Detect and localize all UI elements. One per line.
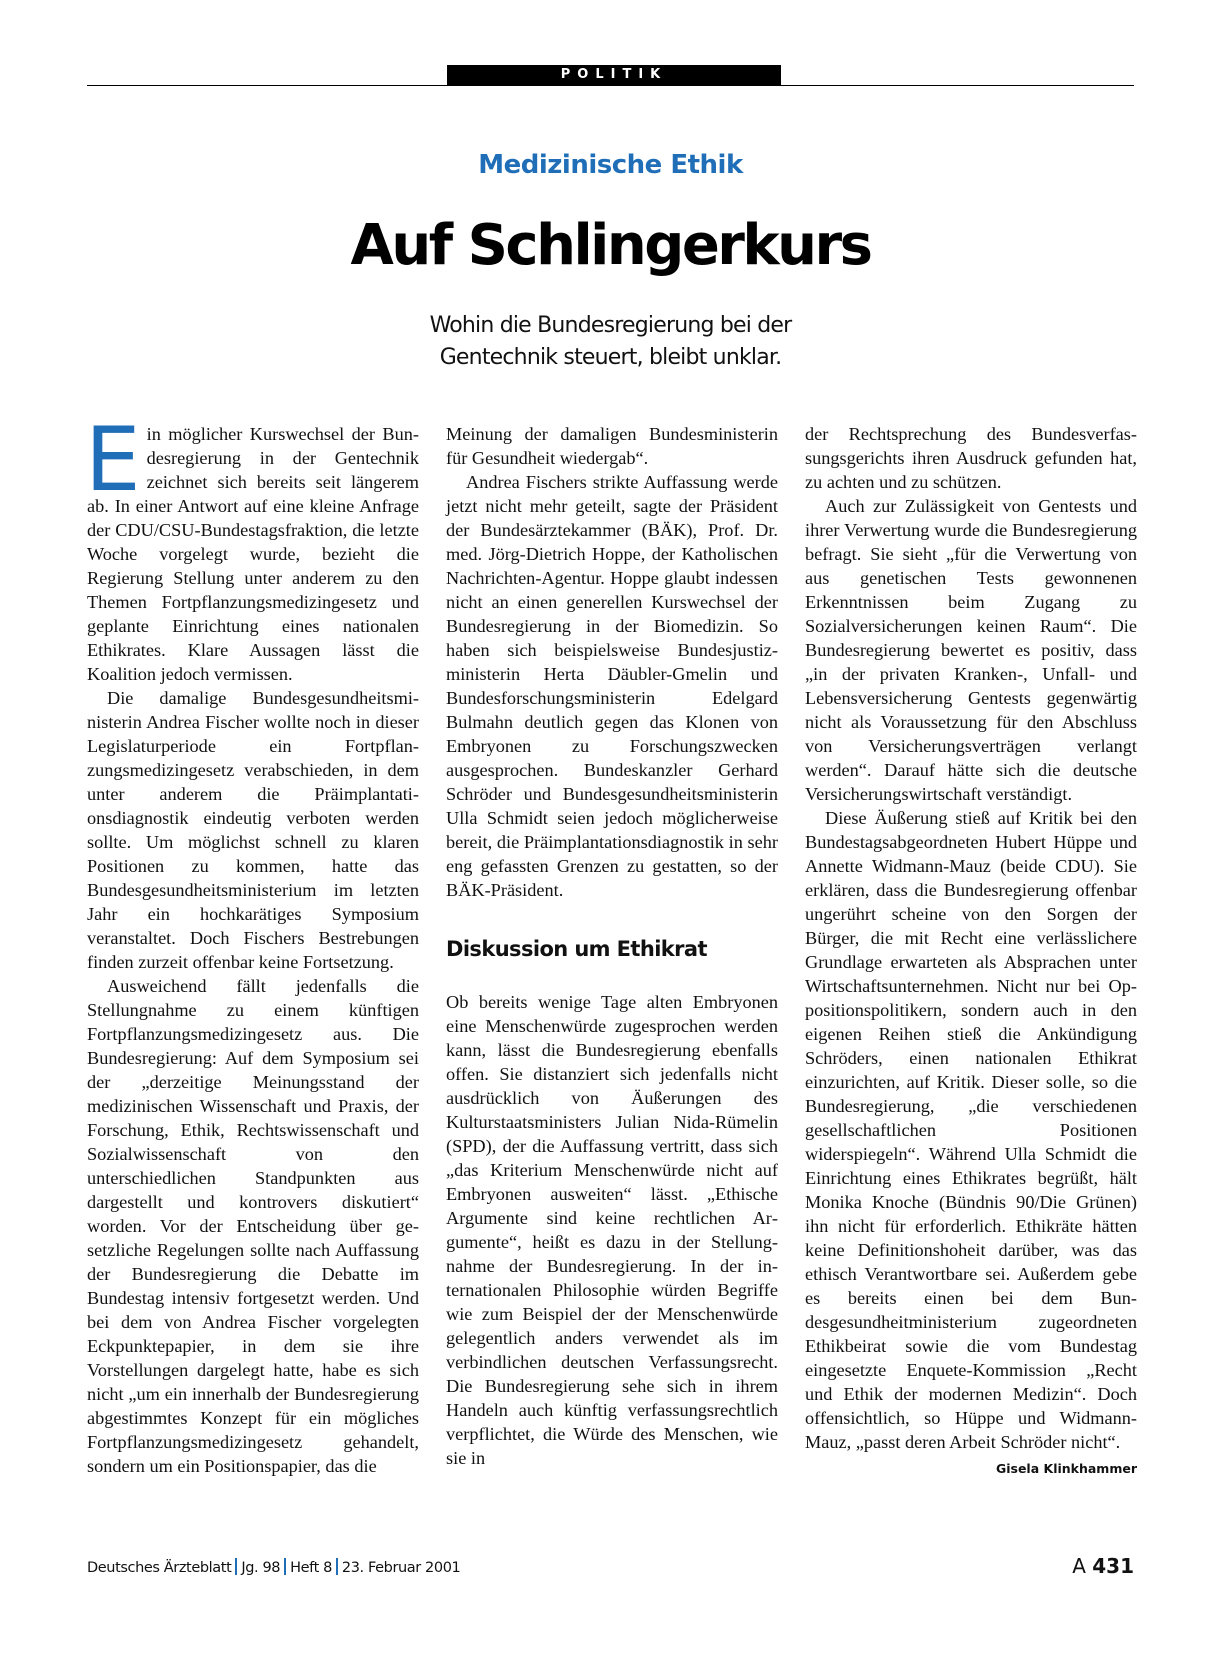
paragraph-4: Andrea Fischers strikte Auffassung werde jetzt nicht mehr geteilt, sagte der Präsident der Bundesärztekammer (BÄK), Prof. Dr. med. Jörg-Dietrich Hoppe, der Katholischen Nachrichten-Agentur. Hoppe glaubt indessen nicht an einen generellen Kurswechsel der Bundesregierung in der Biomedizin. So haben sich beispielsweise Bundesjustizministerin Herta Däubler-Gmelin und Bundesforschungsministerin Edelgard Bulmahn deutlich gegen das Klonen von Embryonen zu Forschungszwecken ausgesprochen. Bundeskanzler Gerhard Schröder und Bundesgesundheitsministerin Ulla Schmidt seien jedoch möglicherweise bereit, die Präimplantationsdiagnostik in sehr eng gefassten Grenzen zu gestatten, so der BÄK-Präsident. — [446, 472, 778, 900]
paragraph-7 — [805, 806, 1137, 1476]
page-prefix: A — [1072, 1554, 1086, 1578]
publication-name: Deutsches Ärzteblatt — [87, 1560, 232, 1576]
issue: Heft 8 — [290, 1560, 332, 1576]
article-column-2 — [446, 422, 778, 1470]
paragraph-2: Die damalige Bundesgesundheitsministerin Andrea Fischer wollte noch in dieser Legislaturperiode ein Fortpflanzungsmedizingesetz verabschieden, in dem unter anderem die Präimplantationsdiagnostik eindeutig verboten werden sollte. Um möglichst schnell zu klaren Positionen zu kommen, hatte das Bundesgesundheitsministerium im letzten Jahr ein hochkarätiges Symposium veranstaltet. Doch Fischers Bestrebungen finden zurzeit offenbar keine Fortsetzung. — [87, 688, 419, 972]
footer-separator — [284, 1558, 286, 1575]
article-subtitle — [0, 310, 1221, 374]
page-number — [1072, 1554, 1134, 1578]
subtitle-line-1: Wohin die Bundesregierung bei der — [429, 313, 792, 338]
paragraph-6: Auch zur Zulässigkeit von Gentests und ihrer Verwertung wurde die Bundesregierung befragt. Sie sieht „für die Verwertung von aus genetischen Tests gewonnenen Erkenntnissen beim Zugang zu Sozialversicherungen keinen Raum“. Die Bundesregierung bewertet es positiv, dass „in der privaten Kranken-, Unfall- und Lebensversicherung Gentests gegenwärtig nicht als Voraussetzung für den Abschluss von Versicherungsverträgen verlangt werden“. Darauf hätte sich die deutsche Versicherungswirtschaft verständigt. — [805, 496, 1137, 804]
subtitle-line-2: Gentechnik steuert, bleibt unklar. — [439, 345, 782, 370]
paragraph-3-continued: Meinung der damaligen Bundesministerin für Gesundheit wiedergab“. — [446, 424, 778, 468]
paragraph-7-text: Diese Äußerung stieß auf Kritik bei den Bundestagsabgeordneten Hubert Hüppe und Annette Widmann-Mauz (beide CDU). Sie erklären, dass die Bundesregierung offenbar ungerührt scheine von den Sorgen der Bürger, die mit Recht eine verlässlichere Grundlage erwarteten als Absprachen unter Wirtschaftsunternehmen. Nicht nur bei Oppositionspolitikern, sondern auch in den eigenen Reihen stieß die Ankündigung Schröders, einen nationalen Ethikrat einzurichten, auf Kritik. Dieser solle, so die Bundesregierung, „die verschiedenen gesellschaftlichen Positionen widerspiegeln“. Während Ulla Schmidt die Einrichtung eines Ethikrates begrüßt, hält Monika Knoche (Bündnis 90/Die Grünen) ihn nicht für erforderlich. Ethikräte hätten keine Definitionshoheit darüber, was das ethisch Verantwortbare sei. Außerdem gebe es bereits einen bei dem Bundesgesundheitministerium zugeordneten Ethikbeirat sowie die vom Bundestag eingesetzte Enquete-Kommission „Recht und Ethik der modernen Medizin“. Doch offensichtlich, so Hüppe und Widmann-Mauz, „passt deren Arbeit Schröder nicht“. — [805, 808, 1137, 1452]
footer-separator — [336, 1558, 338, 1575]
section-subheading: Diskussion um Ethikrat — [446, 937, 707, 961]
issue-date: 23. Februar 2001 — [341, 1560, 461, 1576]
page-number-value: 431 — [1092, 1554, 1134, 1578]
paragraph-1-text: in möglicher Kurswechsel der Bundesregierung in der Gentechnik zeichnet sich bereits seit längerem ab. In einer Antwort auf eine kleine Anfrage der CDU/CSU-Bundestagsfraktion, die letzte Woche vorgelegt wurde, bezieht die Regierung Stellung unter anderem zu den Themen Fortpflanzungsmedizingesetz und geplante Einrichtung eines nationalen Ethikrates. Klare Aussagen lässt die Koalition jedoch vermissen. — [87, 424, 419, 684]
drop-cap: E — [85, 408, 141, 511]
article-column-3 — [805, 422, 1137, 1481]
section-label: POLITIK — [447, 65, 781, 85]
header-rule — [87, 85, 1134, 86]
volume: Jg. 98 — [241, 1560, 281, 1576]
article-kicker: Medizinische Ethik — [478, 150, 743, 180]
footer-separator — [235, 1558, 237, 1575]
article-title: Auf Schlingerkurs — [350, 213, 871, 278]
paragraph-5: Ob bereits wenige Tage alten Embryonen eine Menschenwürde zugesprochen werden kann, lässt die Bundesregierung ebenfalls offen. Sie distanziert sich jedenfalls nicht ausdrücklich von Äußerungen des Kulturstaatsministers Julian Nida-Rümelin (SPD), der die Auffassung vertritt, dass sich „das Kriterium Menschenwürde nicht auf Embryonen ausweiten“ lässt. „Ethische Argumente sind keine rechtlichen Argumente“, heißt es dazu in der Stellungnahme der Bundesregierung. In der internationalen Philosophie würden Begriffe wie zum Beispiel der der Menschenwürde gelegentlich anders verwendet als im verbindlichen deutschen Verfassungsrecht. Die Bundesregierung sehe sich in ihrem Handeln auch künftig verfassungsrechtlich verpflichtet, die Würde des Menschen, wie sie in — [446, 992, 778, 1468]
page-footer — [87, 1558, 460, 1576]
paragraph-3: Ausweichend fällt jedenfalls die Stellungnahme zu einem künftigen Fortpflanzungsmedizingesetz aus. Die Bundesregierung: Auf dem Symposium sei der „derzeitige Meinungsstand der medizinischen Wissenschaft und Praxis, der Forschung, Ethik, Rechtswissenschaft und Sozialwissenschaft von den unterschiedlichen Standpunkten aus dargestellt und kontrovers diskutiert“ worden. Vor der Entscheidung über gesetzliche Regelungen sollte nach Auffassung der Bundesregierung die Debatte im Bundestag intensiv fortgesetzt werden. Und bei dem von Andrea Fischer vorgelegten Eckpunktepapier, in dem sie ihre Vorstellungen dargelegt hatte, habe es sich nicht „um ein innerhalb der Bundesregierung abgestimmtes Konzept für ein mögliches Fortpflanzungsmedizingesetz gehandelt, sondern um ein Positionspapier, das die — [87, 976, 419, 1476]
author-byline: Gisela Klinkhammer — [995, 1461, 1137, 1476]
article-column-1 — [85, 408, 419, 1478]
paragraph-1 — [85, 408, 419, 686]
paragraph-5-continued: der Rechtsprechung des Bundesverfassungsgerichts ihren Ausdruck gefunden hat, zu achten und zu schützen. — [805, 424, 1137, 492]
